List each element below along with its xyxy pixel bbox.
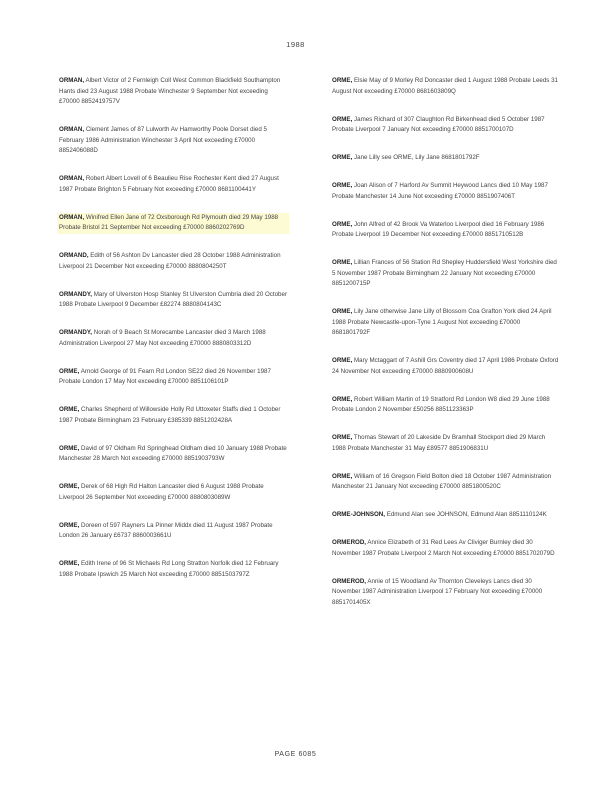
entry-text: Lillian Frances of 56 Station Rd Shepley Huddersfield West Yorkshire died 5 November 1987 Probate Birmingham 22 January Not exceeding £70000 8851200715P (332, 259, 557, 287)
entry-surname: ORMAN, (59, 77, 85, 84)
probate-entry (330, 472, 562, 493)
entry-text: James Richard of 307 Claughton Rd Birkenhead died 5 October 1987 Probate Liverpool 7 January Not exceeding £70000 8851700107D (332, 115, 545, 133)
probate-entry (57, 251, 289, 272)
entry-surname: ORME, (59, 521, 80, 529)
right-column (330, 76, 562, 626)
probate-entry (330, 220, 562, 241)
entry-text: Edith Irene of 96 St Michaels Rd Long Stratton Norfolk died 12 February 1988 Probate Ipswich 25 March Not exceeding £70000 8851503797Z (59, 560, 279, 578)
entry-surname: ORME, (332, 357, 353, 364)
entry-text: Albert Victor of 2 Fernleigh Coll West Common Blackfield Southampton Hants died 23 August 1988 Probate Winchester 9 September Not exceeding £70000 8852419757V (59, 77, 281, 105)
probate-entry (57, 125, 289, 157)
probate-entry (330, 577, 562, 609)
probate-entry (330, 181, 562, 202)
left-column (57, 76, 289, 598)
probate-entry (57, 482, 289, 503)
entry-surname: ORME, (59, 406, 80, 413)
entry-surname: ORME, (332, 259, 353, 266)
entry-text: Robert Albert Lovell of 6 Beaulieu Rise Rochester Kent died 27 August 1987 Probate Brighton 5 February Not exceeding £70000 8681100441Y (59, 175, 279, 193)
probate-entry (57, 213, 289, 234)
entry-text: Mary of Ulverston Hosp Stanley St Ulverston Cumbria died 20 October 1988 Probate Liverpool 9 December £82274 8880804143C (59, 290, 288, 308)
entry-text: Doreen of 597 Rayners La Pinner Middx died 11 August 1987 Probate London 26 January £6737 8860003661U (59, 521, 273, 539)
entry-surname: ORME, (59, 444, 80, 452)
entry-surname: ORME, (332, 115, 353, 123)
entry-text: Derek of 68 High Rd Halton Lancaster died 6 August 1988 Probate Liverpool 26 September Not exceeding £70000 8880803089W (59, 483, 264, 501)
probate-entry (330, 395, 562, 416)
probate-entry (330, 76, 562, 97)
entry-surname: ORMAND, (59, 252, 89, 259)
entry-text: Annice Elizabeth of 31 Red Lees Av Cliviger Burnley died 30 November 1987 Probate Liverpool 2 March Not exceeding £70000 8851702079D (332, 539, 555, 557)
entry-surname: ORMEROD, (332, 577, 367, 585)
probate-entry (57, 367, 289, 388)
entry-text: Thomas Stewart of 20 Lakeside Dv Bramhall Stockport died 29 March 1988 Probate Manchester 31 May £89577 8851906831U (332, 434, 546, 452)
probate-entry (330, 356, 562, 377)
page-year: 1988 (286, 40, 305, 49)
entry-surname: ORME, (332, 220, 353, 228)
probate-entry (57, 328, 289, 349)
entry-surname: ORME, (59, 560, 80, 567)
entry-text: Winifred Ellen Jane of 72 Oxsborough Rd Plymouth died 29 May 1988 Probate Bristol 21 September Not exceeding £70000 8860202769D (59, 213, 279, 231)
entry-surname: ORME, (332, 182, 353, 189)
entry-surname: ORMANDY, (59, 290, 92, 298)
entry-surname: ORME, (332, 154, 353, 161)
entry-surname: ORMAN, (59, 213, 85, 221)
probate-entry (57, 444, 289, 465)
page-number: PAGE 6085 (274, 751, 317, 758)
entry-surname: ORME, (332, 434, 353, 441)
probate-entry (330, 258, 562, 290)
entry-surname: ORMANDY, (59, 329, 92, 336)
probate-entry (330, 115, 562, 136)
probate-entry (330, 433, 562, 454)
entry-text: Edith of 56 Ashton Dv Lancaster died 28 October 1988 Administration Liverpool 21 December Not exceeding £70000 8880804250T (59, 252, 281, 270)
probate-entry (57, 290, 289, 311)
probate-entry (57, 174, 289, 195)
probate-entry (57, 559, 289, 580)
entry-surname: ORME, (59, 483, 80, 490)
entry-surname: ORMAN, (59, 126, 85, 133)
entry-text: Lily Jane otherwise Jane Lilly of Blossom Coa Grafton York died 24 April 1988 Probate Newcastle-upon-Tyne 1 August Not exceeding £70000 8681801792F (332, 308, 552, 336)
entry-text: Mary Mctaggart of 7 Ashill Grs Coventry died 17 April 1986 Probate Oxford 24 November Not exceeding £70000 8880900608U (332, 357, 559, 375)
entry-text: Charles Shepherd of Willowside Holly Rd Uttoxeter Staffs died 1 October 1987 Probate Birmingham 23 February £385339 8851202428A (59, 406, 281, 424)
entry-text: Norah of 9 Beach St Morecambe Lancaster died 3 March 1988 Administration Liverpool 27 May Not exceeding £70000 8880803312D (59, 329, 266, 347)
entry-surname: ORME-JOHNSON, (332, 511, 385, 518)
probate-entry (330, 538, 562, 559)
entry-text: John Alfred of 42 Brook Va Waterloo Liverpool died 16 February 1986 Probate Liverpool 19 December Not exceeding £70000 8851710512B (332, 220, 545, 238)
probate-entry (57, 76, 289, 108)
entry-text: Annie of 15 Woodland Av Thornton Cleveleys Lancs died 30 November 1987 Administration Liverpool 17 February Not exceeding £70000 8851701405X (332, 577, 543, 606)
entry-text: Edmund Alan see JOHNSON, Edmund Alan 8851110124K (386, 511, 547, 518)
entry-surname: ORME, (332, 308, 353, 315)
entry-text: Clement James of 87 Lulworth Av Hamworthy Poole Dorset died 5 February 1986 Administration Winchester 3 April Not exceeding £70000 8852406088D (59, 126, 267, 154)
entry-text: Arnold George of 91 Fearn Rd London SE22 died 26 November 1987 Probate London 17 May Not exceeding £70000 8851106101P (59, 367, 271, 385)
probate-entry (330, 307, 562, 339)
entry-surname: ORME, (332, 395, 353, 403)
entry-text: William of 16 Gregson Field Bolton died 18 October 1987 Administration Manchester 21 January Not exceeding £70000 8851800520C (332, 472, 552, 490)
probate-entry (330, 153, 562, 164)
probate-entry (57, 405, 289, 426)
probate-entry (57, 521, 289, 542)
entry-surname: ORMAN, (59, 175, 85, 182)
probate-entry (330, 510, 562, 521)
entry-text: Jane Lilly see ORME, Lily Jane 8681801792F (354, 154, 480, 161)
entry-text: Elsie May of 9 Morley Rd Doncaster died 1 August 1988 Probate Leeds 31 August Not exceeding £70000 8681603809Q (332, 77, 558, 95)
entry-text: David of 97 Oldham Rd Springhead Oldham died 10 January 1988 Probate Manchester 28 March Not exceeding £70000 8851903793W (59, 444, 287, 462)
entry-surname: ORME, (332, 77, 353, 84)
entry-surname: ORMEROD, (332, 539, 367, 546)
entry-text: Robert William Martin of 19 Stratford Rd London W8 died 29 June 1988 Probate London 2 November £50256 8851123363P (332, 395, 550, 413)
entry-surname: ORME, (59, 367, 80, 375)
entry-surname: ORME, (332, 472, 353, 480)
entry-text: Joan Alison of 7 Harford Av Summit Heywood Lancs died 10 May 1987 Probate Manchester 14 June Not exceeding £70000 8851907406T (332, 182, 548, 200)
